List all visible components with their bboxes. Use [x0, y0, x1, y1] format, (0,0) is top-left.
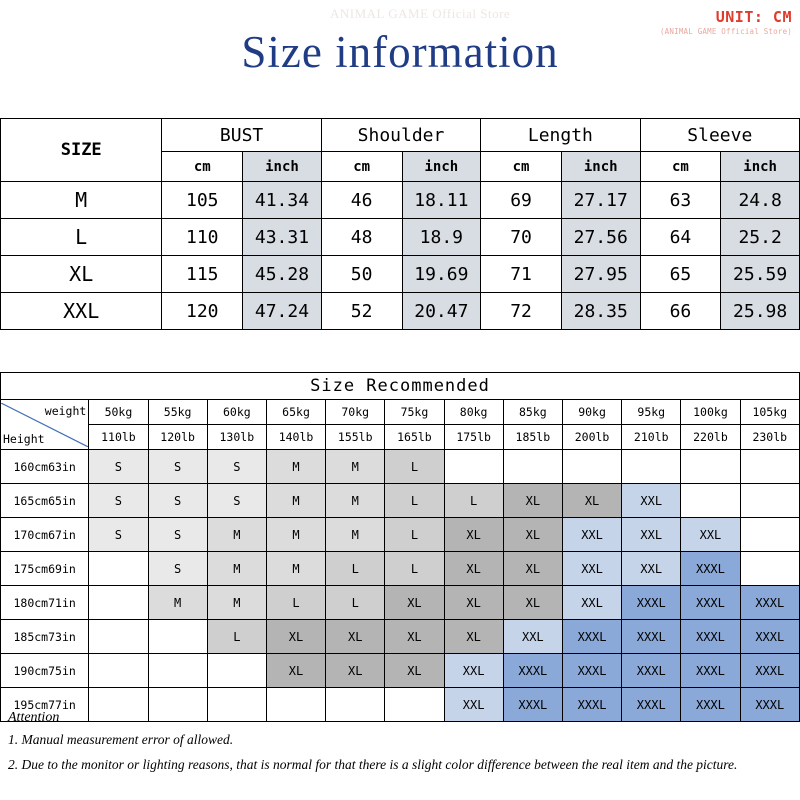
recommendation-cell: XXL — [562, 518, 621, 552]
recommendation-cell: XXXL — [622, 654, 681, 688]
recommendation-cell — [681, 484, 740, 518]
recommendation-cell: M — [207, 586, 266, 620]
recommendation-cell: XXXL — [681, 654, 740, 688]
recommendation-cell: M — [326, 518, 385, 552]
recommendation-cell: XL — [385, 586, 444, 620]
recommendation-cell — [622, 450, 681, 484]
recommendation-cell: L — [326, 586, 385, 620]
recommendation-cell: M — [266, 552, 325, 586]
size-value-cell: 46 — [321, 182, 402, 219]
watermark-text: ANIMAL GAME Official Store — [330, 6, 511, 21]
recommendation-cell: S — [89, 518, 148, 552]
recommendation-cell — [148, 620, 207, 654]
size-value-cell: 64 — [640, 219, 721, 256]
weight-kg-header: 95kg — [622, 400, 681, 425]
recommendation-cell: XXL — [562, 552, 621, 586]
recommendation-cell: XXXL — [740, 586, 799, 620]
height-header-cell — [1, 518, 89, 552]
size-value-cell: 18.11 — [402, 182, 481, 219]
height-header-cell — [1, 620, 89, 654]
table-row — [1, 182, 800, 219]
size-value-cell: 25.98 — [721, 293, 800, 330]
recommendation-cell: XXL — [444, 688, 503, 722]
height-cm: 190cm — [13, 663, 49, 678]
attention-title: Attention — [8, 710, 60, 725]
size-value-cell: 18.9 — [402, 219, 481, 256]
height-in: 73in — [48, 629, 76, 644]
recommendation-cell: S — [148, 518, 207, 552]
height-in: 65in — [48, 493, 76, 508]
size-value-cell: 70 — [481, 219, 562, 256]
recommendation-cell — [89, 586, 148, 620]
weight-kg-header: 60kg — [207, 400, 266, 425]
weight-kg-header: 85kg — [503, 400, 562, 425]
recommendation-cell — [444, 450, 503, 484]
weight-kg-header: 55kg — [148, 400, 207, 425]
size-unit-header: inch — [561, 152, 640, 182]
size-value-cell: 41.34 — [243, 182, 322, 219]
size-value-cell: 105 — [162, 182, 243, 219]
size-recommended-title: Size Recommended — [1, 373, 800, 400]
recommendation-cell: L — [385, 484, 444, 518]
size-table — [0, 118, 800, 330]
attention-line-1: 1. Manual measurement error of allowed. — [8, 732, 234, 747]
recommendation-cell: S — [148, 484, 207, 518]
weight-kg-header: 105kg — [740, 400, 799, 425]
recommendation-cell: XXL — [622, 518, 681, 552]
recommendation-cell: XL — [503, 484, 562, 518]
height-cm: 195cm — [13, 697, 49, 712]
recommendation-cell: XXL — [622, 552, 681, 586]
height-in: 71in — [48, 595, 76, 610]
size-value-cell: 65 — [640, 256, 721, 293]
size-recommended-table — [0, 372, 800, 722]
size-name-cell: L — [1, 219, 162, 256]
height-header-cell — [1, 484, 89, 518]
recommendation-cell: XXXL — [740, 688, 799, 722]
weight-lb-header: 165lb — [385, 425, 444, 450]
recommendation-cell — [89, 620, 148, 654]
recommendation-cell: XL — [444, 586, 503, 620]
height-cm: 175cm — [13, 561, 49, 576]
size-column-header: SIZE — [1, 119, 162, 182]
size-name-cell: XL — [1, 256, 162, 293]
recommendation-cell: M — [326, 450, 385, 484]
recommendation-cell: S — [89, 450, 148, 484]
height-in: 69in — [48, 561, 76, 576]
weight-lb-header: 230lb — [740, 425, 799, 450]
weight-kg-header: 70kg — [326, 400, 385, 425]
page-title: Size information — [241, 27, 559, 77]
size-value-cell: 45.28 — [243, 256, 322, 293]
table-row — [1, 293, 800, 330]
recommendation-cell: XXXL — [503, 654, 562, 688]
recommendation-cell: XL — [385, 620, 444, 654]
recommendation-cell: XXXL — [681, 586, 740, 620]
weight-lb-header: 200lb — [562, 425, 621, 450]
table-row — [1, 450, 800, 484]
recommendation-cell: XL — [266, 620, 325, 654]
weight-kg-header: 90kg — [562, 400, 621, 425]
size-group-header: Shoulder — [321, 119, 480, 152]
recommendation-cell: XXXL — [740, 654, 799, 688]
height-in: 75in — [48, 663, 76, 678]
recommendation-cell: XL — [562, 484, 621, 518]
recommendation-cell: XXXL — [562, 688, 621, 722]
height-header-cell — [1, 450, 89, 484]
size-group-header: BUST — [162, 119, 321, 152]
size-unit-header: cm — [640, 152, 721, 182]
recommendation-cell — [207, 654, 266, 688]
weight-lb-header: 220lb — [681, 425, 740, 450]
unit-store-note: (ANIMAL GAME Official Store) — [659, 27, 792, 36]
size-name-cell: M — [1, 182, 162, 219]
size-unit-header: cm — [321, 152, 402, 182]
table-row — [1, 552, 800, 586]
recommendation-cell: M — [326, 484, 385, 518]
recommendation-cell: XXXL — [681, 552, 740, 586]
height-cm: 180cm — [13, 595, 49, 610]
recommendation-cell: M — [266, 484, 325, 518]
recommendation-cell: XXXL — [681, 620, 740, 654]
weight-kg-header: 65kg — [266, 400, 325, 425]
size-name-cell: XXL — [1, 293, 162, 330]
recommendation-cell: L — [326, 552, 385, 586]
height-header-cell — [1, 654, 89, 688]
size-value-cell: 27.56 — [561, 219, 640, 256]
recommendation-cell — [148, 654, 207, 688]
size-value-cell: 115 — [162, 256, 243, 293]
recommendation-cell: L — [385, 518, 444, 552]
recommendation-cell: S — [148, 552, 207, 586]
recommendation-cell: XXXL — [503, 688, 562, 722]
size-value-cell: 63 — [640, 182, 721, 219]
size-value-cell: 66 — [640, 293, 721, 330]
recommendation-cell: M — [207, 552, 266, 586]
size-value-cell: 120 — [162, 293, 243, 330]
recommendation-cell: M — [207, 518, 266, 552]
recommendation-cell — [562, 450, 621, 484]
recommendation-cell: XXL — [622, 484, 681, 518]
recommendation-cell: XXXL — [622, 688, 681, 722]
recommendation-cell: XXL — [562, 586, 621, 620]
size-unit-header: inch — [721, 152, 800, 182]
size-value-cell: 19.69 — [402, 256, 481, 293]
recommendation-cell: S — [89, 484, 148, 518]
table-row — [1, 620, 800, 654]
recommendation-cell: M — [266, 450, 325, 484]
table-row — [1, 256, 800, 293]
recommendation-cell: XL — [503, 518, 562, 552]
weight-kg-header: 80kg — [444, 400, 503, 425]
recommendation-cell: XL — [444, 552, 503, 586]
recommendation-cell: XXXL — [622, 586, 681, 620]
unit-label: UNIT: CM — [715, 8, 792, 26]
height-in: 67in — [48, 527, 76, 542]
recommendation-cell: XL — [444, 620, 503, 654]
height-header-cell — [1, 586, 89, 620]
recommendation-cell: XXXL — [562, 620, 621, 654]
size-value-cell: 25.59 — [721, 256, 800, 293]
size-group-header: Sleeve — [640, 119, 799, 152]
height-cm: 160cm — [13, 459, 49, 474]
attention-line-2: 2. Due to the monitor or lighting reasons, that is normal for that there is a slight color difference between the real item and the picture. — [8, 757, 738, 773]
recommendation-cell: XXL — [681, 518, 740, 552]
recommendation-cell: M — [148, 586, 207, 620]
recommendation-cell: XL — [503, 552, 562, 586]
recommendation-cell — [740, 450, 799, 484]
weight-lb-header: 120lb — [148, 425, 207, 450]
weight-kg-header: 75kg — [385, 400, 444, 425]
size-value-cell: 110 — [162, 219, 243, 256]
size-unit-header: inch — [402, 152, 481, 182]
table-row — [1, 654, 800, 688]
recommendation-cell — [681, 450, 740, 484]
recommendation-cell: M — [266, 518, 325, 552]
height-in: 77in — [48, 697, 76, 712]
size-table-container — [0, 118, 800, 330]
recommendation-cell: XL — [385, 654, 444, 688]
recommendation-cell: XL — [266, 654, 325, 688]
recommendation-cell: XXL — [444, 654, 503, 688]
recommendation-cell: L — [385, 450, 444, 484]
size-value-cell: 48 — [321, 219, 402, 256]
recommendation-cell: XXXL — [562, 654, 621, 688]
recommendation-cell — [89, 654, 148, 688]
size-value-cell: 27.17 — [561, 182, 640, 219]
recommendation-cell — [740, 552, 799, 586]
height-in: 63in — [48, 459, 76, 474]
recommendation-cell: XL — [326, 620, 385, 654]
axis-corner-cell — [1, 400, 89, 450]
size-value-cell: 47.24 — [243, 293, 322, 330]
weight-lb-header: 210lb — [622, 425, 681, 450]
weight-kg-header: 50kg — [89, 400, 148, 425]
size-value-cell: 28.35 — [561, 293, 640, 330]
size-value-cell: 27.95 — [561, 256, 640, 293]
recommendation-cell: XL — [326, 654, 385, 688]
table-row — [1, 518, 800, 552]
recommendation-cell: XXXL — [740, 620, 799, 654]
size-unit-header: cm — [481, 152, 562, 182]
recommendation-cell: XXL — [503, 620, 562, 654]
weight-lb-header: 175lb — [444, 425, 503, 450]
recommendation-cell: L — [207, 620, 266, 654]
recommendation-cell: S — [148, 450, 207, 484]
height-cm: 165cm — [13, 493, 49, 508]
recommendation-cell: XXXL — [622, 620, 681, 654]
weight-lb-header: 110lb — [89, 425, 148, 450]
height-header-cell — [1, 552, 89, 586]
table-row — [1, 586, 800, 620]
weight-lb-header: 185lb — [503, 425, 562, 450]
table-row — [1, 219, 800, 256]
weight-axis-label: weight — [44, 403, 87, 418]
size-recommended-container — [0, 372, 800, 722]
recommendation-cell — [503, 450, 562, 484]
height-cm: 170cm — [13, 527, 49, 542]
size-value-cell: 25.2 — [721, 219, 800, 256]
recommendation-cell — [740, 518, 799, 552]
weight-kg-header: 100kg — [681, 400, 740, 425]
recommendation-cell: L — [385, 552, 444, 586]
size-unit-header: inch — [243, 152, 322, 182]
size-value-cell: 52 — [321, 293, 402, 330]
recommendation-cell: L — [266, 586, 325, 620]
size-value-cell: 71 — [481, 256, 562, 293]
recommendation-cell — [740, 484, 799, 518]
weight-lb-header: 140lb — [266, 425, 325, 450]
attention-block — [8, 710, 792, 781]
size-value-cell: 20.47 — [402, 293, 481, 330]
recommendation-cell: S — [207, 484, 266, 518]
size-value-cell: 72 — [481, 293, 562, 330]
height-cm: 185cm — [13, 629, 49, 644]
recommendation-cell: XL — [503, 586, 562, 620]
recommendation-cell: L — [444, 484, 503, 518]
recommendation-cell: XXXL — [681, 688, 740, 722]
size-value-cell: 24.8 — [721, 182, 800, 219]
recommendation-cell — [89, 552, 148, 586]
size-value-cell: 69 — [481, 182, 562, 219]
recommendation-cell: S — [207, 450, 266, 484]
weight-lb-header: 130lb — [207, 425, 266, 450]
size-value-cell: 43.31 — [243, 219, 322, 256]
table-row — [1, 484, 800, 518]
height-axis-label: Height — [3, 431, 45, 446]
size-group-header: Length — [481, 119, 640, 152]
size-value-cell: 50 — [321, 256, 402, 293]
recommendation-cell: XL — [444, 518, 503, 552]
size-unit-header: cm — [162, 152, 243, 182]
weight-lb-header: 155lb — [326, 425, 385, 450]
